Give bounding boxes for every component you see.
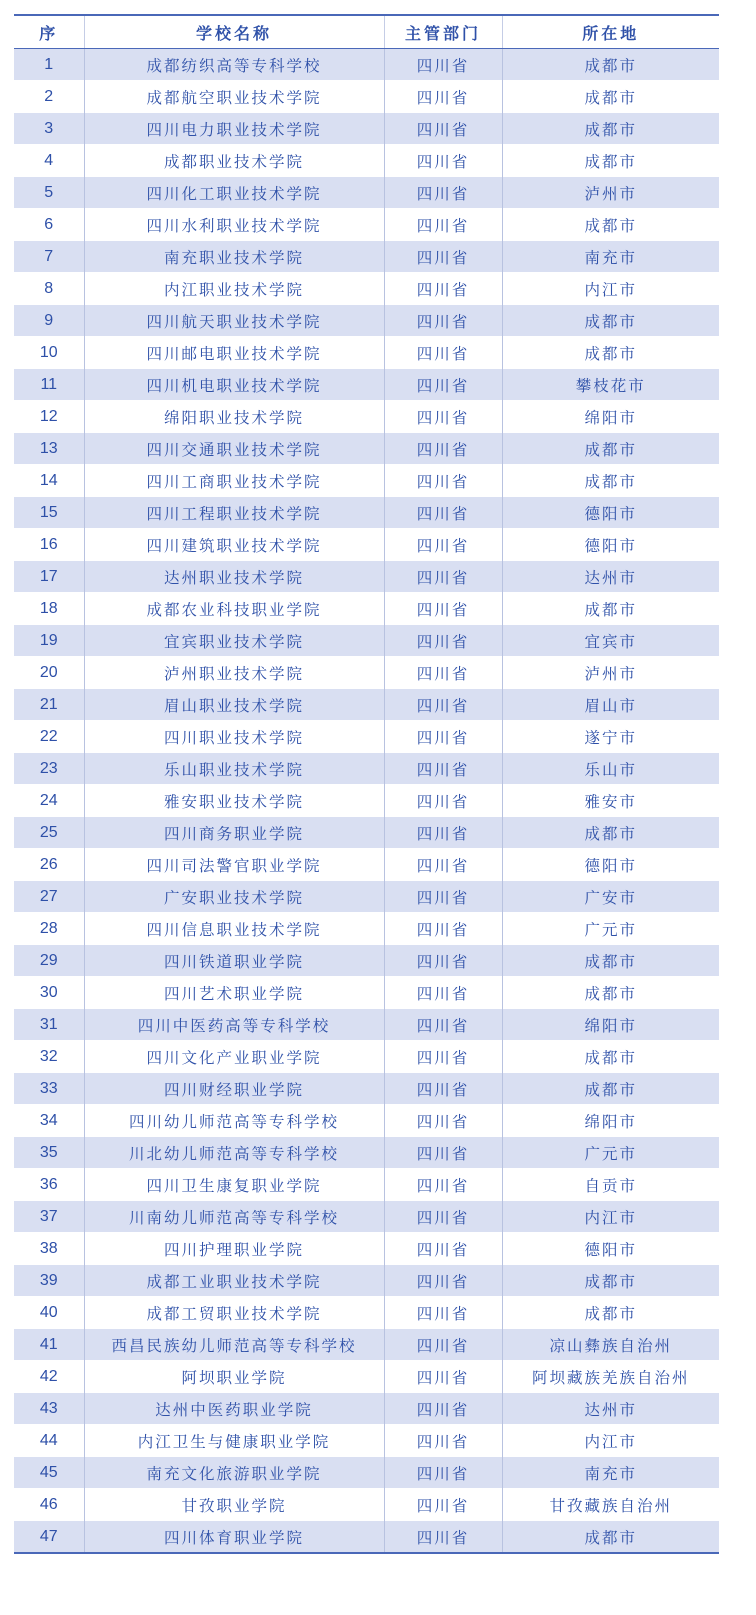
cell-school-name: 泸州职业技术学院 [84, 657, 384, 689]
cell-department: 四川省 [384, 273, 502, 305]
cell-location: 甘孜藏族自治州 [502, 1489, 719, 1521]
cell-location: 广安市 [502, 881, 719, 913]
table-row [14, 433, 719, 465]
school-list-table [14, 14, 719, 1554]
cell-index: 42 [14, 1361, 84, 1393]
table-body [14, 49, 719, 1554]
table-row [14, 465, 719, 497]
cell-school-name: 四川工商职业技术学院 [84, 465, 384, 497]
cell-index: 10 [14, 337, 84, 369]
cell-index: 43 [14, 1393, 84, 1425]
cell-school-name: 南充职业技术学院 [84, 241, 384, 273]
cell-school-name: 宜宾职业技术学院 [84, 625, 384, 657]
cell-location: 达州市 [502, 1393, 719, 1425]
cell-location: 雅安市 [502, 785, 719, 817]
table-row [14, 817, 719, 849]
header-department: 主管部门 [384, 15, 502, 49]
cell-school-name: 成都农业科技职业学院 [84, 593, 384, 625]
table-row [14, 1073, 719, 1105]
cell-index: 1 [14, 49, 84, 81]
table-row [14, 977, 719, 1009]
cell-school-name: 四川工程职业技术学院 [84, 497, 384, 529]
cell-department: 四川省 [384, 337, 502, 369]
cell-location: 南充市 [502, 241, 719, 273]
cell-department: 四川省 [384, 529, 502, 561]
cell-index: 38 [14, 1233, 84, 1265]
cell-school-name: 雅安职业技术学院 [84, 785, 384, 817]
table-row [14, 1233, 719, 1265]
cell-school-name: 四川卫生康复职业学院 [84, 1169, 384, 1201]
cell-location: 成都市 [502, 209, 719, 241]
cell-index: 13 [14, 433, 84, 465]
cell-index: 41 [14, 1329, 84, 1361]
cell-school-name: 乐山职业技术学院 [84, 753, 384, 785]
table-row [14, 273, 719, 305]
cell-index: 5 [14, 177, 84, 209]
cell-department: 四川省 [384, 977, 502, 1009]
cell-index: 40 [14, 1297, 84, 1329]
cell-department: 四川省 [384, 241, 502, 273]
cell-index: 2 [14, 81, 84, 113]
cell-school-name: 内江卫生与健康职业学院 [84, 1425, 384, 1457]
header-index: 序 [14, 15, 84, 49]
cell-school-name: 四川商务职业学院 [84, 817, 384, 849]
cell-location: 成都市 [502, 945, 719, 977]
header-school-name: 学校名称 [84, 15, 384, 49]
cell-school-name: 四川司法警官职业学院 [84, 849, 384, 881]
cell-department: 四川省 [384, 913, 502, 945]
table-row [14, 1169, 719, 1201]
cell-department: 四川省 [384, 305, 502, 337]
cell-department: 四川省 [384, 881, 502, 913]
cell-school-name: 成都工业职业技术学院 [84, 1265, 384, 1297]
cell-school-name: 四川文化产业职业学院 [84, 1041, 384, 1073]
table-row [14, 1105, 719, 1137]
cell-department: 四川省 [384, 817, 502, 849]
cell-location: 德阳市 [502, 497, 719, 529]
cell-index: 35 [14, 1137, 84, 1169]
cell-department: 四川省 [384, 753, 502, 785]
table-row [14, 305, 719, 337]
cell-location: 成都市 [502, 1521, 719, 1554]
cell-department: 四川省 [384, 1425, 502, 1457]
school-list-table-container [14, 14, 719, 1554]
cell-school-name: 眉山职业技术学院 [84, 689, 384, 721]
cell-index: 17 [14, 561, 84, 593]
table-row [14, 561, 719, 593]
cell-location: 成都市 [502, 1265, 719, 1297]
table-row [14, 785, 719, 817]
cell-index: 27 [14, 881, 84, 913]
table-row [14, 625, 719, 657]
table-row [14, 337, 719, 369]
cell-index: 11 [14, 369, 84, 401]
cell-index: 15 [14, 497, 84, 529]
cell-school-name: 甘孜职业学院 [84, 1489, 384, 1521]
cell-location: 成都市 [502, 817, 719, 849]
cell-index: 14 [14, 465, 84, 497]
cell-school-name: 四川化工职业技术学院 [84, 177, 384, 209]
cell-department: 四川省 [384, 401, 502, 433]
table-row [14, 209, 719, 241]
cell-index: 45 [14, 1457, 84, 1489]
cell-school-name: 四川信息职业技术学院 [84, 913, 384, 945]
cell-location: 内江市 [502, 1201, 719, 1233]
cell-location: 乐山市 [502, 753, 719, 785]
table-row [14, 1361, 719, 1393]
cell-location: 成都市 [502, 593, 719, 625]
cell-location: 德阳市 [502, 529, 719, 561]
cell-location: 成都市 [502, 49, 719, 81]
header-location: 所在地 [502, 15, 719, 49]
cell-department: 四川省 [384, 1329, 502, 1361]
table-row [14, 1457, 719, 1489]
cell-department: 四川省 [384, 1489, 502, 1521]
cell-index: 9 [14, 305, 84, 337]
cell-location: 成都市 [502, 977, 719, 1009]
cell-department: 四川省 [384, 1361, 502, 1393]
cell-index: 33 [14, 1073, 84, 1105]
cell-school-name: 达州中医药职业学院 [84, 1393, 384, 1425]
cell-location: 泸州市 [502, 177, 719, 209]
cell-location: 成都市 [502, 1073, 719, 1105]
cell-location: 成都市 [502, 305, 719, 337]
cell-department: 四川省 [384, 1393, 502, 1425]
cell-location: 眉山市 [502, 689, 719, 721]
cell-school-name: 四川财经职业学院 [84, 1073, 384, 1105]
table-row [14, 145, 719, 177]
cell-location: 绵阳市 [502, 1009, 719, 1041]
table-row [14, 177, 719, 209]
cell-department: 四川省 [384, 689, 502, 721]
cell-department: 四川省 [384, 1521, 502, 1554]
cell-location: 达州市 [502, 561, 719, 593]
cell-department: 四川省 [384, 1169, 502, 1201]
table-row [14, 1297, 719, 1329]
cell-department: 四川省 [384, 1137, 502, 1169]
cell-index: 21 [14, 689, 84, 721]
cell-index: 36 [14, 1169, 84, 1201]
cell-department: 四川省 [384, 1297, 502, 1329]
cell-location: 南充市 [502, 1457, 719, 1489]
cell-department: 四川省 [384, 593, 502, 625]
table-row [14, 913, 719, 945]
cell-department: 四川省 [384, 657, 502, 689]
table-row [14, 497, 719, 529]
cell-department: 四川省 [384, 433, 502, 465]
table-row [14, 721, 719, 753]
table-row [14, 1329, 719, 1361]
cell-school-name: 成都工贸职业技术学院 [84, 1297, 384, 1329]
cell-index: 6 [14, 209, 84, 241]
cell-school-name: 达州职业技术学院 [84, 561, 384, 593]
cell-location: 自贡市 [502, 1169, 719, 1201]
cell-school-name: 四川职业技术学院 [84, 721, 384, 753]
cell-department: 四川省 [384, 1265, 502, 1297]
cell-index: 20 [14, 657, 84, 689]
table-row [14, 1201, 719, 1233]
table-row [14, 241, 719, 273]
cell-department: 四川省 [384, 1073, 502, 1105]
cell-department: 四川省 [384, 1009, 502, 1041]
cell-school-name: 四川交通职业技术学院 [84, 433, 384, 465]
cell-department: 四川省 [384, 1105, 502, 1137]
cell-school-name: 成都纺织高等专科学校 [84, 49, 384, 81]
cell-location: 德阳市 [502, 849, 719, 881]
cell-location: 遂宁市 [502, 721, 719, 753]
cell-location: 成都市 [502, 145, 719, 177]
cell-school-name: 四川邮电职业技术学院 [84, 337, 384, 369]
cell-department: 四川省 [384, 1233, 502, 1265]
cell-school-name: 成都职业技术学院 [84, 145, 384, 177]
cell-department: 四川省 [384, 945, 502, 977]
table-row [14, 753, 719, 785]
cell-index: 26 [14, 849, 84, 881]
cell-department: 四川省 [384, 1041, 502, 1073]
cell-school-name: 四川建筑职业技术学院 [84, 529, 384, 561]
cell-index: 31 [14, 1009, 84, 1041]
cell-index: 3 [14, 113, 84, 145]
cell-index: 39 [14, 1265, 84, 1297]
table-row [14, 1393, 719, 1425]
table-row [14, 849, 719, 881]
cell-location: 泸州市 [502, 657, 719, 689]
table-row [14, 1137, 719, 1169]
cell-school-name: 四川航天职业技术学院 [84, 305, 384, 337]
cell-location: 绵阳市 [502, 401, 719, 433]
cell-index: 29 [14, 945, 84, 977]
cell-school-name: 四川水利职业技术学院 [84, 209, 384, 241]
cell-department: 四川省 [384, 145, 502, 177]
cell-index: 32 [14, 1041, 84, 1073]
table-row [14, 529, 719, 561]
cell-index: 8 [14, 273, 84, 305]
cell-index: 28 [14, 913, 84, 945]
table-row [14, 113, 719, 145]
table-row [14, 1489, 719, 1521]
cell-department: 四川省 [384, 1457, 502, 1489]
cell-index: 22 [14, 721, 84, 753]
cell-index: 30 [14, 977, 84, 1009]
cell-school-name: 内江职业技术学院 [84, 273, 384, 305]
cell-location: 内江市 [502, 273, 719, 305]
cell-index: 47 [14, 1521, 84, 1554]
cell-department: 四川省 [384, 369, 502, 401]
cell-location: 广元市 [502, 913, 719, 945]
cell-index: 25 [14, 817, 84, 849]
cell-location: 内江市 [502, 1425, 719, 1457]
cell-department: 四川省 [384, 49, 502, 81]
table-row [14, 49, 719, 81]
table-row [14, 81, 719, 113]
cell-index: 16 [14, 529, 84, 561]
table-row [14, 689, 719, 721]
table-row [14, 881, 719, 913]
cell-department: 四川省 [384, 113, 502, 145]
table-row [14, 945, 719, 977]
cell-school-name: 南充文化旅游职业学院 [84, 1457, 384, 1489]
table-row [14, 1521, 719, 1554]
cell-index: 37 [14, 1201, 84, 1233]
cell-index: 34 [14, 1105, 84, 1137]
cell-school-name: 四川机电职业技术学院 [84, 369, 384, 401]
cell-school-name: 四川体育职业学院 [84, 1521, 384, 1554]
cell-school-name: 四川艺术职业学院 [84, 977, 384, 1009]
cell-school-name: 四川幼儿师范高等专科学校 [84, 1105, 384, 1137]
cell-location: 攀枝花市 [502, 369, 719, 401]
table-row [14, 401, 719, 433]
table-row [14, 1425, 719, 1457]
cell-department: 四川省 [384, 561, 502, 593]
cell-school-name: 四川护理职业学院 [84, 1233, 384, 1265]
cell-location: 德阳市 [502, 1233, 719, 1265]
cell-index: 4 [14, 145, 84, 177]
cell-location: 成都市 [502, 1297, 719, 1329]
cell-school-name: 阿坝职业学院 [84, 1361, 384, 1393]
cell-school-name: 四川铁道职业学院 [84, 945, 384, 977]
cell-department: 四川省 [384, 785, 502, 817]
cell-index: 18 [14, 593, 84, 625]
table-row [14, 1041, 719, 1073]
cell-school-name: 四川电力职业技术学院 [84, 113, 384, 145]
cell-index: 19 [14, 625, 84, 657]
cell-location: 成都市 [502, 465, 719, 497]
cell-department: 四川省 [384, 81, 502, 113]
cell-location: 阿坝藏族羌族自治州 [502, 1361, 719, 1393]
cell-index: 46 [14, 1489, 84, 1521]
cell-department: 四川省 [384, 849, 502, 881]
cell-department: 四川省 [384, 177, 502, 209]
cell-school-name: 川南幼儿师范高等专科学校 [84, 1201, 384, 1233]
table-row [14, 593, 719, 625]
cell-location: 广元市 [502, 1137, 719, 1169]
table-row [14, 657, 719, 689]
cell-location: 绵阳市 [502, 1105, 719, 1137]
cell-location: 成都市 [502, 433, 719, 465]
cell-index: 44 [14, 1425, 84, 1457]
cell-index: 7 [14, 241, 84, 273]
cell-school-name: 四川中医药高等专科学校 [84, 1009, 384, 1041]
cell-school-name: 西昌民族幼儿师范高等专科学校 [84, 1329, 384, 1361]
cell-index: 24 [14, 785, 84, 817]
table-row [14, 1265, 719, 1297]
cell-department: 四川省 [384, 209, 502, 241]
cell-school-name: 川北幼儿师范高等专科学校 [84, 1137, 384, 1169]
cell-index: 23 [14, 753, 84, 785]
cell-location: 成都市 [502, 1041, 719, 1073]
cell-department: 四川省 [384, 497, 502, 529]
cell-department: 四川省 [384, 721, 502, 753]
cell-location: 成都市 [502, 337, 719, 369]
cell-school-name: 绵阳职业技术学院 [84, 401, 384, 433]
cell-school-name: 成都航空职业技术学院 [84, 81, 384, 113]
cell-department: 四川省 [384, 465, 502, 497]
cell-location: 宜宾市 [502, 625, 719, 657]
cell-school-name: 广安职业技术学院 [84, 881, 384, 913]
cell-department: 四川省 [384, 625, 502, 657]
cell-location: 成都市 [502, 113, 719, 145]
cell-location: 凉山彝族自治州 [502, 1329, 719, 1361]
table-row [14, 1009, 719, 1041]
table-row [14, 369, 719, 401]
table-header-row [14, 15, 719, 49]
cell-department: 四川省 [384, 1201, 502, 1233]
cell-location: 成都市 [502, 81, 719, 113]
cell-index: 12 [14, 401, 84, 433]
